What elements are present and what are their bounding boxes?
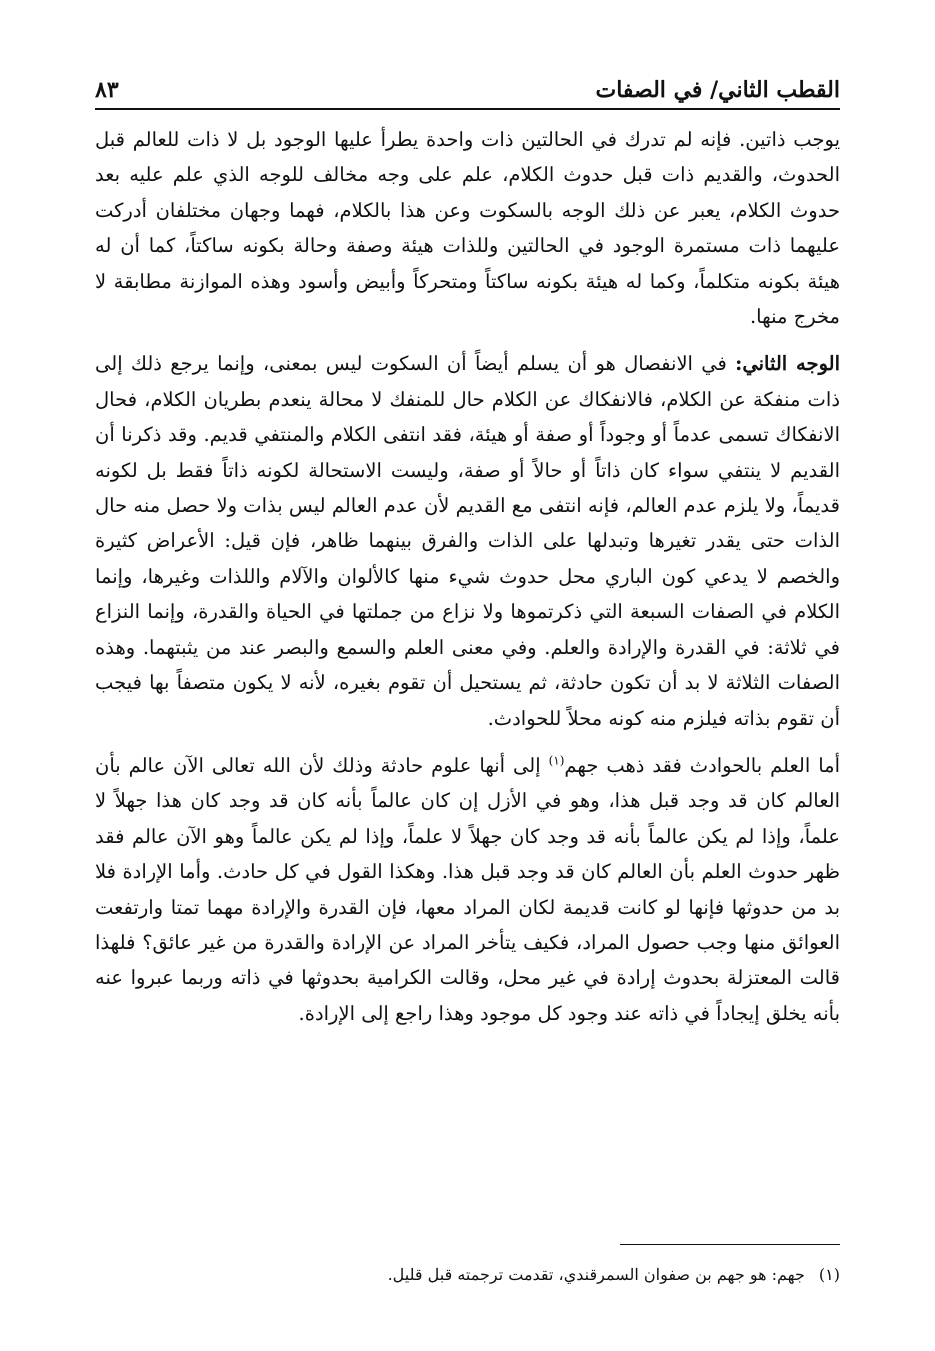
running-title: القطب الثاني/ في الصفات	[595, 77, 840, 103]
paragraph-3-text-before: أما العلم بالحوادث فقد ذهب جهم	[564, 753, 841, 777]
section-lead: الوجه الثاني:	[735, 352, 841, 376]
paragraph-1-text: يوجب ذاتين. فإنه لم تدرك في الحالتين ذات واحدة يطرأ عليها الوجود بل لا ذات للعالم قبل الحدوث، والقديم ذات قبل حدوث الكلام، علم على وجه مخالف للوجه الذي علم عليه بعد حدوث الكلام، يعبر عن ذلك الوجه بالسكوت وعن هذا بالكلام، فهما وجهان مختلفان أدركت عليهما ذات مستمرة الوجود في الحالتين وللذات هيئة وصفة وحالة بكونه ساكتاً، كما أن له هيئة بكونه متكلماً، وكما له هيئة بكونه ساكتاً ومتحركاً وأبيض وأسود وهذه الموازنة مطابقة لا مخرج منها.	[95, 128, 840, 329]
paragraph-3-text-after: إلى أنها علوم حادثة وذلك لأن الله تعالى الآن عالم بأن العالم كان قد وجد قبل هذا، وهو في الأزل إن كان عالماً بأنه كان قد وجد كان هذا جهلاً لا علماً، وإذا لم يكن عالماً بأنه قد وجد كان جهلاً لا علماً، وإذا لم يكن عالماً وهو الآن عالم فقد ظهر حدوث العلم بأن العالم كان قد وجد قبل هذا. وهكذا القول في كل حادث. وأما الإرادة فلا بد من حدوثها فإنها لو كانت قديمة لكان المراد معها، فإن القدرة والإرادة مهما تمتا وارتفعت العوائق منها وجب حصول المراد، فكيف يتأخر المراد عن الإرادة والقدرة من غير عائق؟ فلهذا قالت المعتزلة بحدوث إرادة في غير محل، وقالت الكرامية بحدوثها في ذاته وربما عبروا عنه بأنه يخلق إيجاداً في ذاته عند وجود كل موجود وهذا راجع إلى الإرادة.	[95, 753, 840, 1025]
body-text	[95, 122, 840, 1043]
page-header	[95, 64, 840, 110]
footnote	[95, 1262, 840, 1288]
paragraph-2	[95, 346, 840, 735]
footnote-reference: (١)	[548, 753, 565, 768]
paragraph-2-text: في الانفصال هو أن يسلم أيضاً أن السكوت ليس بمعنى، وإنما يرجع ذلك إلى ذات منفكة عن الكلام، فالانفكاك عن الكلام حال للمنفك لا محالة ينعدم بطريان الكلام، فحال الانفكاك تسمى عدماً أو وجوداً أو صفة أو هيئة، فقد انتفى الكلام والمنتفي قديم. وقد ذكرنا أن القديم لا ينتفي سواء كان ذاتاً أو حالاً أو صفة، وليست الاستحالة لكونه ذاتاً فقط بل لكونه قديماً، ولا يلزم عدم العالم، فإنه انتفى مع القديم لأن عدم العالم ليس بذات ولا حصل منه حال الذات حتى يقدر تغيرها وتبدلها على الذات والفرق بينهما ظاهر، فإن قيل: الأعراض كثيرة والخصم لا يدعي كون الباري محل حدوث شيء منها كالألوان والآلام واللذات وغيرها، وإنما الكلام في الصفات السبعة التي ذكرتموها ولا نزاع من جملتها في الحياة والقدرة، وإنما النزاع في ثلاثة: في القدرة والإرادة والعلم. وفي معنى العلم والسمع والبصر عند من يثبتهما. وهذه الصفات الثلاثة لا بد أن تكون حادثة، ثم يستحيل أن تقوم بغيره، لأنه لا يكون متصفاً بها فيجب أن تقوم بذاته فيلزم منه كونه محلاً للحوادث.	[95, 352, 840, 730]
footnote-number: (١)	[818, 1265, 840, 1284]
paragraph-1	[95, 122, 840, 334]
footnote-divider	[620, 1244, 840, 1245]
footnote-text: جهم: هو جهم بن صفوان السمرقندي، تقدمت ترجمته قبل قليل.	[387, 1265, 805, 1284]
page-number: ٨٣	[95, 77, 119, 103]
paragraph-3	[95, 748, 840, 1031]
